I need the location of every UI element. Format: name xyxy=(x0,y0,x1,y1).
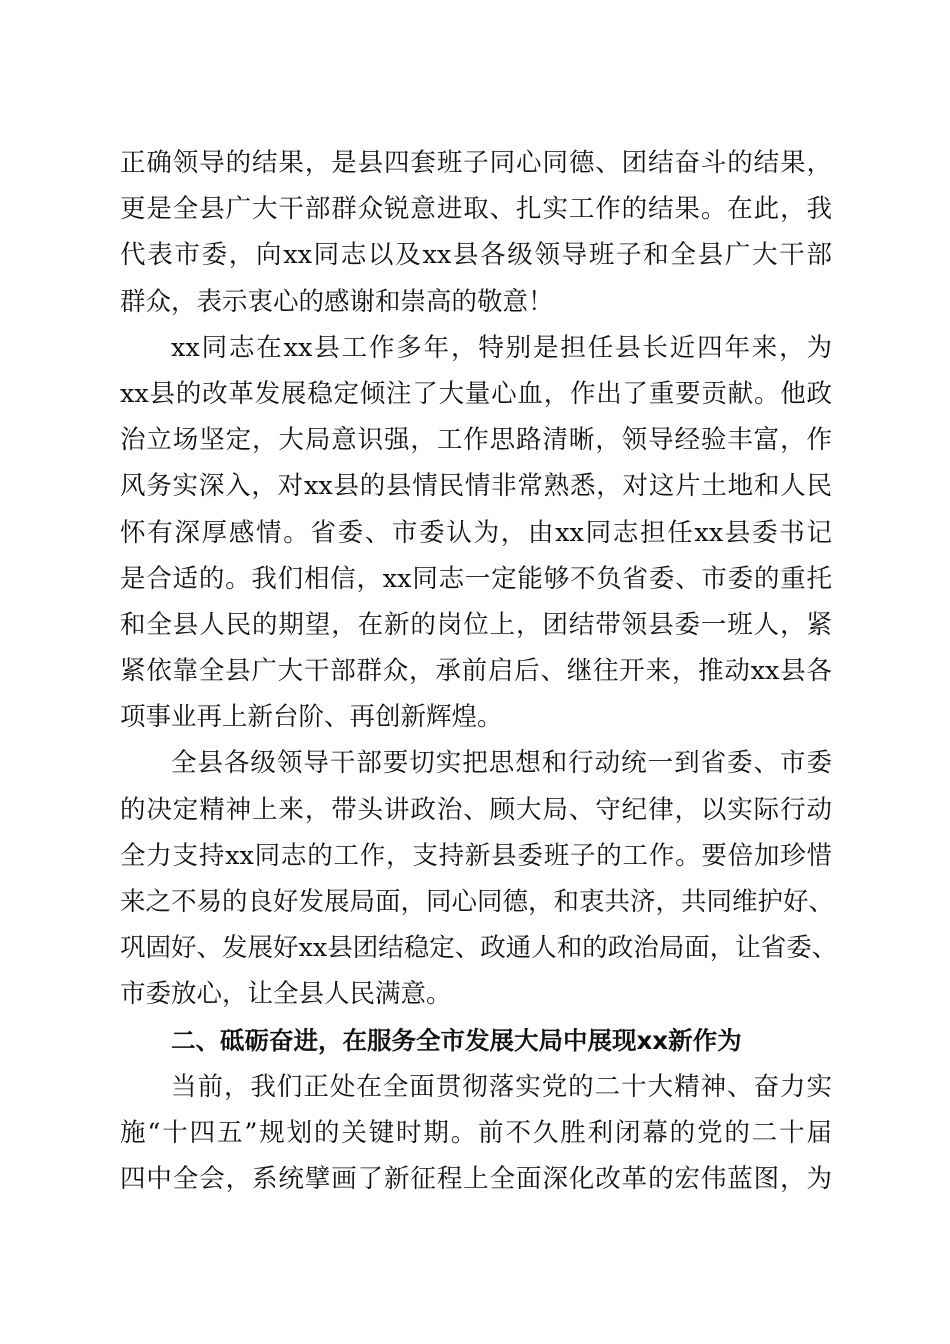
text-line: 四中全会，系统擘画了新征程上全面深化改革的宏伟蓝图，为 xyxy=(120,1164,832,1195)
section-heading: 二、砥砺奋进，在服务全市发展大局中展现xx新作为 xyxy=(171,1025,742,1055)
paragraph-4 xyxy=(120,1064,832,1203)
text-line: 全力支持xx同志的工作，支持新县委班子的工作。要倍加珍惜 xyxy=(120,840,832,871)
paragraph-2 xyxy=(120,325,832,741)
text-line: 项事业再上新台阶、再创新辉煌。 xyxy=(120,702,503,733)
text-line: 风务实深入，对xx县的县情民情非常熟悉，对这片土地和人民 xyxy=(120,471,832,502)
paragraph-3 xyxy=(120,740,838,1017)
text-line: 巩固好、发展好xx县团结稳定、政通人和的政治局面，让省委、 xyxy=(120,933,838,964)
text-line: 全县各级领导干部要切实把思想和行动统一到省委、市委 xyxy=(171,748,832,779)
text-line: 施“十四五”规划的关键时期。前不久胜利闭幕的党的二十届 xyxy=(120,1117,832,1148)
text-line: xx县的改革发展稳定倾注了大量心血，作出了重要贡献。他政 xyxy=(120,378,832,409)
text-line: 当前，我们正处在全面贯彻落实党的二十大精神、奋力实 xyxy=(171,1071,832,1102)
text-line: 的决定精神上来，带头讲政治、顾大局、守纪律，以实际行动 xyxy=(120,794,832,825)
text-line: 是合适的。我们相信，xx同志一定能够不负省委、市委的重托 xyxy=(120,563,832,594)
text-line: 怀有深厚感情。省委、市委认为，由xx同志担任xx县委书记 xyxy=(120,517,832,548)
paragraph-1 xyxy=(120,140,832,325)
text-line: 紧依靠全县广大干部群众，承前启后、继往开来，推动xx县各 xyxy=(120,656,832,687)
text-line: 更是全县广大干部群众锐意进取、扎实工作的结果。在此，我 xyxy=(120,194,832,225)
text-line: 群众，表示衷心的感谢和崇高的敬意！ xyxy=(120,286,554,317)
text-line: 治立场坚定，大局意识强，工作思路清晰，领导经验丰富，作 xyxy=(120,425,832,456)
text-line: 正确领导的结果，是县四套班子同心同德、团结奋斗的结果， xyxy=(120,148,832,178)
document-body xyxy=(120,140,838,1202)
text-line: 来之不易的良好发展局面，同心同德，和衷共济，共同维护好、 xyxy=(120,887,835,917)
text-line: 和全县人民的期望，在新的岗位上，团结带领县委一班人，紧 xyxy=(120,609,832,640)
text-line: 市委放心，让全县人民满意。 xyxy=(120,979,452,1010)
text-line: 代表市委，向xx同志以及xx县各级领导班子和全县广大干部 xyxy=(120,240,832,271)
text-line: xx同志在xx县工作多年，特别是担任县长近四年来，为 xyxy=(171,332,832,363)
